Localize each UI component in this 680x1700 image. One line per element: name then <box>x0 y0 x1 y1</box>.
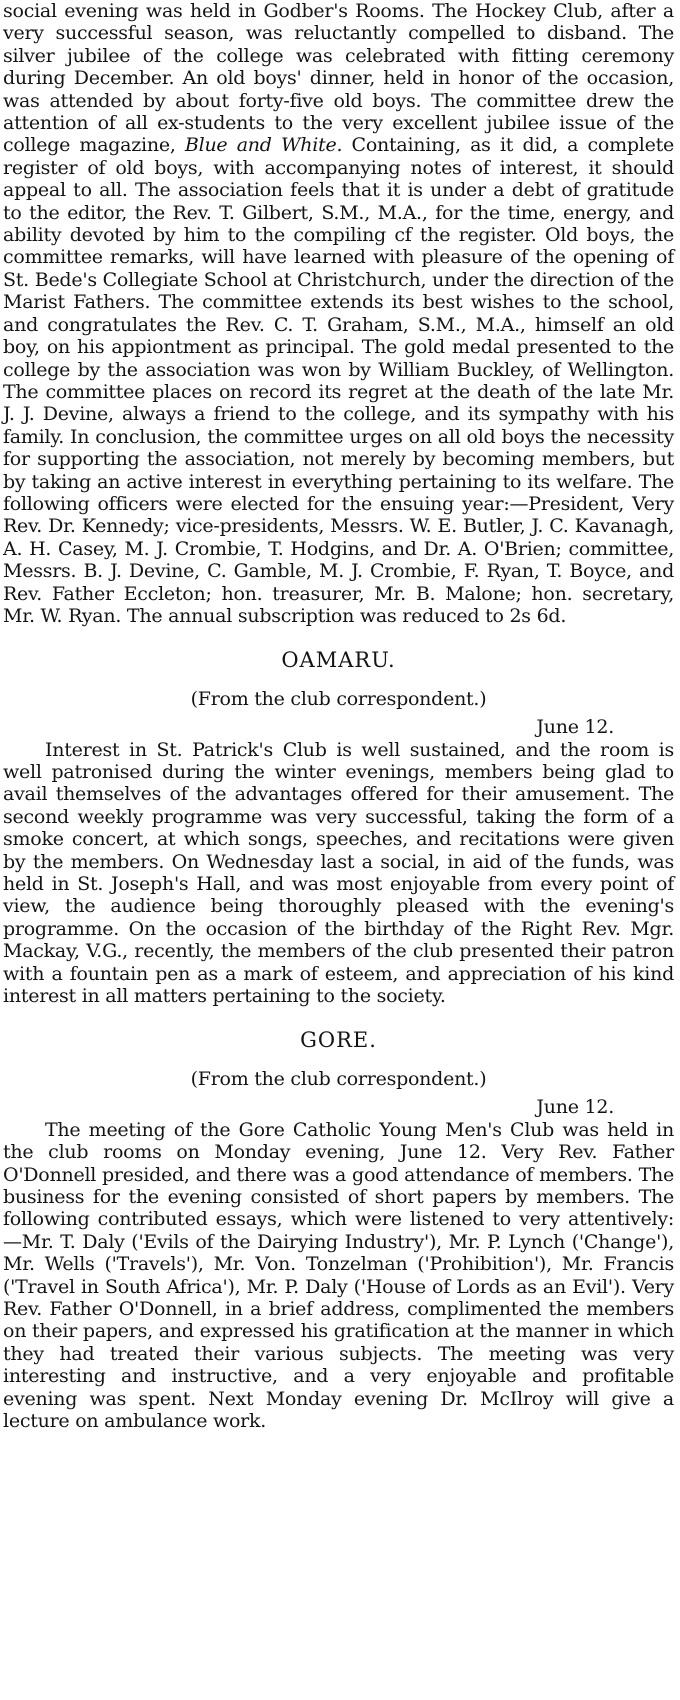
oamaru-source-line: (From the club correspondent.) <box>190 687 487 710</box>
paragraph-association-report <box>3 0 674 627</box>
oamaru-date: June 12. <box>536 716 614 739</box>
report-text-a: social evening was held in Godber's Rooms. The Hockey Club, after a very successful season, was reluctantly compelled to disband. The silver jubilee of the college was celebrated with fitting ceremony during December. An old boys' dinner, held in honor of the occasion, was attended by about forty-five old boys. The committee drew the attention of all ex-students to the very excellent jubilee issue of the college magazine, <box>3 0 674 157</box>
magazine-title: Blue and White. <box>184 134 343 157</box>
gore-body: The meeting of the Gore Catholic Young Men's Club was held in the club rooms on Monday evening, June 12. Very Rev. Father O'Donnell presided, and there was a good attendance of members. The business for the evening consisted of short papers by members. The following contributed essays, which were listened to very attentively:—Mr. T. Daly ('Evils of the Dairying Industry'), Mr. P. Lynch ('Change'), Mr. Wells ('Travels'), Mr. Von. Tonzelman ('Prohibition'), Mr. Francis ('Travel in South Africa'), Mr. P. Daly ('House of Lords as an Evil'). Very Rev. Father O'Donnell, in a brief address, complimented the members on their papers, and expressed his gratification at the manner in which they had treated their various subjects. The meeting was very interesting and instructive, and a very enjoyable and profitable evening was spent. Next Monday evening Dr. McIlroy will give a lecture on ambulance work. <box>3 1118 674 1432</box>
section-heading-oamaru: OAMARU. <box>281 648 396 673</box>
gore-date: June 12. <box>536 1096 614 1119</box>
section-heading-gore: GORE. <box>300 1028 377 1053</box>
gore-source-line: (From the club correspondent.) <box>190 1067 487 1090</box>
oamaru-body: Interest in St. Patrick's Club is well sustained, and the room is well patronised during the winter evenings, members being glad to avail themselves of the advantages offered for their amusement. The second weekly programme was very successful, taking the form of a smoke concert, at which songs, speeches, and recitations were given by the members. On Wednesday last a social, in aid of the funds, was held in St. Joseph's Hall, and was most enjoyable from every point of view, the audience being thoroughly pleased with the evening's programme. On the occasion of the birthday of the Right Rev. Mgr. Mackay, V.G., recently, the members of the club presented their patron with a fountain pen as a mark of esteem, and appreciation of his kind interest in all matters pertaining to the society. <box>3 738 674 1008</box>
report-text-b: Containing, as it did, a complete register of old boys, with accompanying notes of interest, it should appeal to all. The association feels that it is under a debt of gratitude to the editor, the Rev. T. Gilbert, S.M., M.A., for the time, energy, and ability devoted by him to the compiling cf the register. Old boys, the committee remarks, will have learned with pleasure of the opening of St. Bede's Collegiate School at Christchurch, under the direction of the Marist Fathers. The committee extends its best wishes to the school, and congratulates the Rev. C. T. Graham, S.M., M.A., himself an old boy, on his appiontment as principal. The gold medal presented to the college by the association was won by William Buckley, of Wellington. The committee places on record its regret at the death of the late Mr. J. J. Devine, always a friend to the college, and its sympathy with his family. In conclusion, the committee urges on all old boys the necessity for supporting the association, not merely by becoming members, but by taking an active interest in everything pertaining to its welfare. The following officers were elected for the ensuing year:—President, Very Rev. Dr. Kennedy; vice-presidents, Messrs. W. E. Butler, J. C. Kavanagh, A. H. Casey, M. J. Crombie, T. Hodgins, and Dr. A. O'Brien; committee, Messrs. B. J. Devine, C. Gamble, M. J. Crombie, F. Ryan, T. Boyce, and Rev. Father Eccleton; hon. treasurer, Mr. B. Malone; hon. secretary, Mr. W. Ryan. The annual subscription was reduced to 2s 6d. <box>3 134 675 627</box>
